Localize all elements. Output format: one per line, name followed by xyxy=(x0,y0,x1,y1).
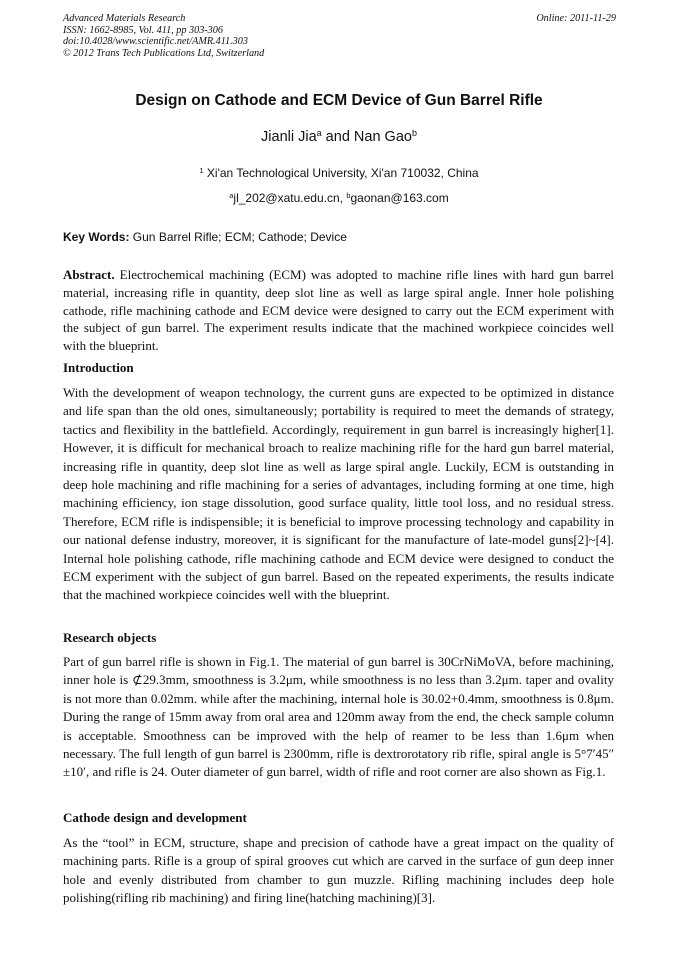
email-1-sup: a xyxy=(229,190,234,200)
affiliation xyxy=(0,166,678,180)
author-2-sup: b xyxy=(411,128,417,139)
introduction-paragraph: With the development of weapon technology, the current guns are expected to be optimized in distance and life span than the old ones, simultaneously; portability is required to meet the demands of strategy, tactics and flexibility in the battlefield. Accordingly, requirement in gun barrel is increasingly higher[1]. However, it is difficult for mechanical broach to realize machining rifle for the hard gun barrel material, increasing rifle in quantity, deep slot line as well as large spiral angle. Luckily, ECM is outstanding in deep hole machining and rifle machining for a series of advantages, including forming at one time, high machining efficiency, ion stage dissolution, good surface quality, little tool loss, and no residual stress. Therefore, ECM rifle is indispensible; it is beneficial to improve processing technology and capability in our national defense industry, moreover, it is significant for the manufacture of late-model guns[2]~[4]. Internal hole polishing cathode, rifle machining cathode and ECM device were designed to conduct the ECM experiment with the subject of gun barrel. Based on the repeated experiments, the results indicate that the machined workpiece coincides well with the blueprint. xyxy=(63,385,614,603)
author-conjunction: and xyxy=(321,129,354,145)
email-1: jl_202@xatu.edu.cn, xyxy=(233,191,347,205)
doi-line: doi:10.4028/www.scientific.net/AMR.411.303 xyxy=(63,36,248,47)
affiliation-sup: 1 xyxy=(199,165,204,175)
email-line xyxy=(0,191,678,205)
cathode-design-heading: Cathode design and development xyxy=(63,810,247,825)
abstract-label: Abstract. xyxy=(63,267,115,282)
copyright-line: © 2012 Trans Tech Publications Ltd, Switzerland xyxy=(63,47,265,59)
email-2: gaonan@163.com xyxy=(350,191,449,205)
abstract-text: Electrochemical machining (ECM) was adopted to machine rifle lines with hard gun barrel material, increasing rifle in quantity, deep slot line as well as large spiral angle. Inner hole polishing cathode, rifle machining cathode and ECM device were designed to carry out the ECM experiment with the subject of gun barrel. The experiment results indicate that the machined workpiece coincides well with the blueprint. xyxy=(63,267,614,354)
cathode-design-paragraph: As the “tool” in ECM, structure, shape and precision of cathode have a great impact on the quality of machining parts. Rifle is a group of spiral grooves cut which are carved in the surface of gun deep inner hole and evenly distributed from chamber to gun muzzle. Rifling machining includes deep hole polishing(rifling rib machining) and firing line(hatching machining)[3]. xyxy=(63,835,614,906)
paper-title: Design on Cathode and ECM Device of Gun Barrel Rifle xyxy=(135,92,543,109)
author-1-sup: a xyxy=(316,128,322,139)
online-date: Online: 2011-11-29 xyxy=(536,13,616,24)
author-2-name: Nan Gao xyxy=(353,129,412,145)
journal-header xyxy=(63,13,616,59)
issn-line: ISSN: 1662-8985, Vol. 411, pp 303-306 xyxy=(63,24,223,36)
keywords xyxy=(63,230,616,244)
keywords-label: Key Words: xyxy=(63,230,130,244)
research-objects-heading: Research objects xyxy=(63,630,157,645)
author-1-name: Jianli Jia xyxy=(261,129,317,145)
abstract xyxy=(63,266,614,355)
research-objects-paragraph: Part of gun barrel rifle is shown in Fig.1. The material of gun barrel is 30CrNiMoVA, before machining, inner hole is ⊄29.3mm, smoothness is 3.2μm, while smoothness is no less than 3.2μm. taper and ovality is not more than 0.02mm. while after the machining, internal hole is 30.02+0.4mm, smoothness is 0.8μm. During the range of 15mm away from oral area and 120mm away from the end, the check sample column is acceptable. Smoothness can be improved with the help of reamer to be less than 1.6μm when necessary. The full length of gun barrel is 2300mm, rifle is dextrorotatory rib rifle, spiral angle is 5°7′45″±10′, and rifle is 24. Outer diameter of gun barrel, width of rifle and root corner are also shown as Fig.1. xyxy=(63,654,614,780)
introduction-heading: Introduction xyxy=(63,360,134,375)
keywords-text: Gun Barrel Rifle; ECM; Cathode; Device xyxy=(129,230,347,244)
journal-name: Advanced Materials Research xyxy=(63,13,186,24)
email-2-sup: b xyxy=(346,190,351,200)
affiliation-text: Xi'an Technological University, Xi'an 710032, China xyxy=(206,166,479,180)
author-line xyxy=(0,129,678,145)
